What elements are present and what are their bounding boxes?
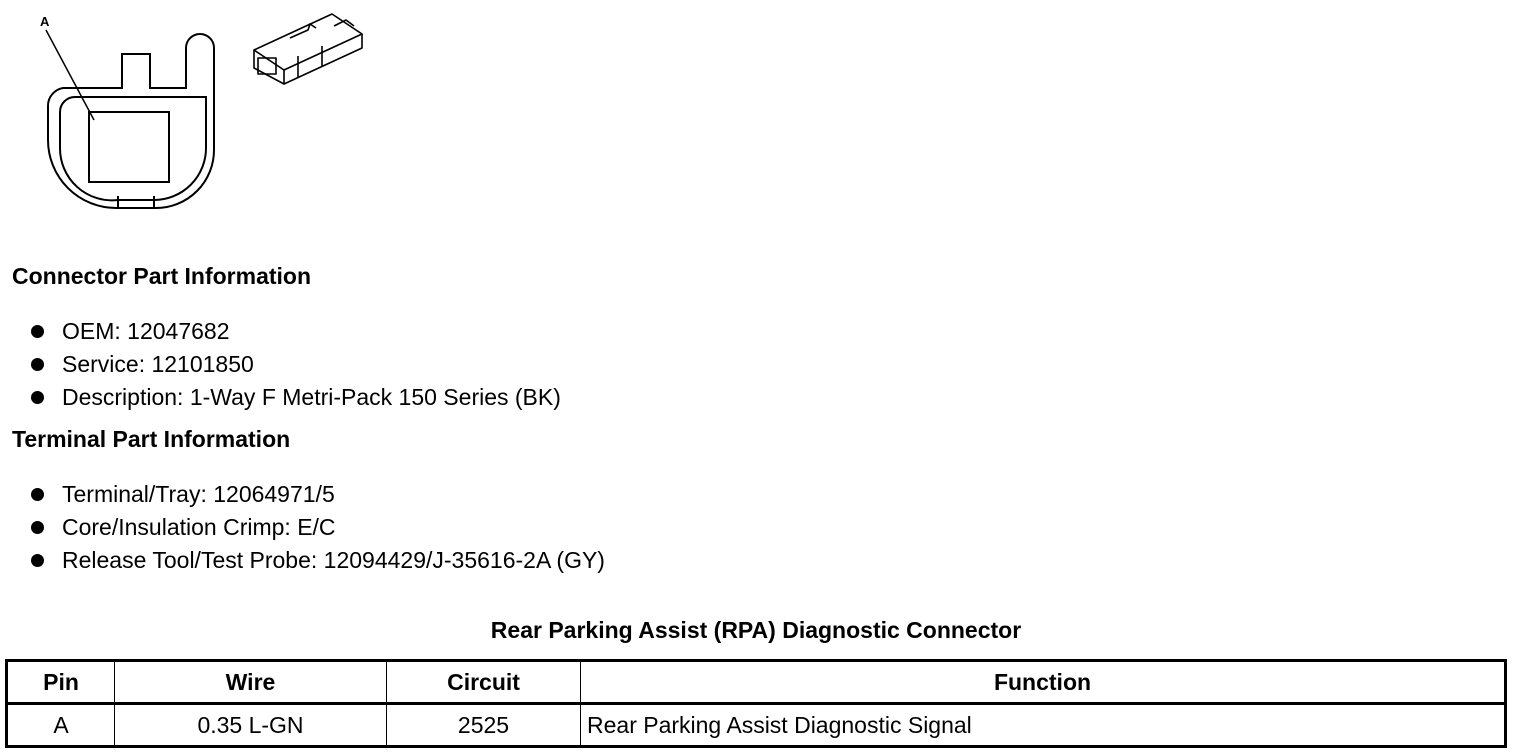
pin-a-leader-line [46,30,94,120]
table-caption: Rear Parking Assist (RPA) Diagnostic Connector [490,617,1022,643]
list-item-text: Terminal/Tray: 12064971/5 [62,481,335,507]
pin-a-label: A [40,14,50,29]
bullet-icon [31,391,44,404]
bullet-icon [31,554,44,567]
bullet-icon [31,325,44,338]
column-header-function: Function [581,661,1506,704]
list-item-text: OEM: 12047682 [62,318,230,344]
list-item-text: Release Tool/Test Probe: 12094429/J-35616-2A (GY) [62,547,605,573]
connector-isometric-diagram [250,4,366,86]
column-header-circuit: Circuit [387,661,581,704]
column-header-wire: Wire [115,661,387,704]
cell-circuit: 2525 [387,704,581,747]
list-item-text: Core/Insulation Crimp: E/C [62,514,336,540]
bullet-icon [31,488,44,501]
bullet-icon [31,521,44,534]
column-header-pin: Pin [7,661,115,704]
connector-part-info-heading: Connector Part Information [12,263,312,289]
table-row [7,704,1506,747]
cell-pin: A [7,704,115,747]
connector-face-diagram [30,10,230,215]
pinout-table [5,659,1507,748]
bullet-icon [31,358,44,371]
list-item-text: Description: 1-Way F Metri-Pack 150 Series (BK) [62,384,561,410]
list-item-text: Service: 12101850 [62,351,254,377]
cell-wire: 0.35 L-GN [115,704,387,747]
terminal-part-info-heading: Terminal Part Information [12,426,291,452]
table-header-row [7,661,1506,704]
cell-function: Rear Parking Assist Diagnostic Signal [581,704,1506,747]
